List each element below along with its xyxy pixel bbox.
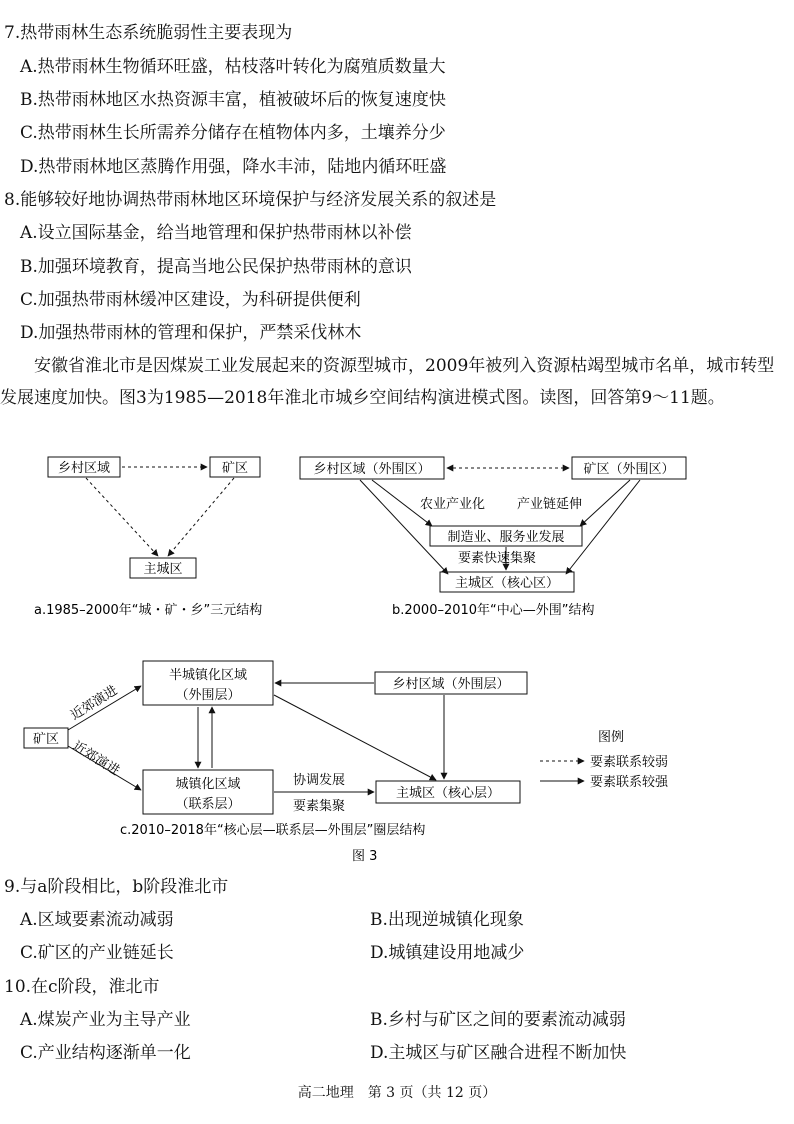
c-coord-label: 协调发展 [293, 773, 346, 788]
q8-option-a: A.设立国际基金，给当地管理和保护热带雨林以补偿 [20, 223, 412, 243]
c-caption: c.2010–2018年“核心层—联系层—外围层”圈层结构 [120, 823, 426, 838]
b-main-label: 主城区（核心区） [454, 576, 560, 591]
q8-option-b: B.加强环境教育，提高当地公民保护热带雨林的意识 [20, 257, 412, 277]
q8-option-c: C.加强热带雨林缓冲区建设，为科研提供便利 [20, 290, 361, 310]
q10-option-d: D.主城区与矿区融合进程不断加快 [370, 1043, 627, 1063]
diagram-c [24, 661, 527, 838]
c-near-label: 近郊演进 [68, 683, 121, 724]
q7-option-c: C.热带雨林生长所需养分储存在植物体内多，土壤养分少 [20, 123, 446, 143]
figure-3 [0, 448, 794, 868]
figure-label: 图 3 [352, 849, 378, 864]
c-semi-sublabel: （外围层） [175, 688, 241, 703]
c-mine-label: 矿区 [32, 732, 60, 747]
a-arrow-rural-main [86, 478, 158, 556]
q9-stem: 9.与a阶段相比，b阶段淮北市 [4, 877, 229, 897]
b-arrow-mine-main [566, 480, 640, 574]
q10-option-c: C.产业结构逐渐单一化 [20, 1043, 191, 1063]
q10-stem: 10.在c阶段，淮北市 [4, 977, 160, 997]
a-mine-label: 矿区 [221, 461, 249, 476]
c-main-label: 主城区（核心层） [395, 786, 501, 801]
c-urb-label: 城镇化区域 [175, 777, 241, 792]
a-rural-label: 乡村区域 [57, 461, 111, 476]
q7-option-d: D.热带雨林地区蒸腾作用强，降水丰沛，陆地内循环旺盛 [20, 157, 447, 177]
q10-option-b: B.乡村与矿区之间的要素流动减弱 [370, 1010, 626, 1030]
c-rural-label: 乡村区域（外围层） [392, 677, 510, 692]
b-label-gather: 要素快速集聚 [458, 551, 537, 566]
b-mine-label: 矿区（外围区） [583, 462, 675, 477]
b-rural-label: 乡村区域（外围区） [313, 462, 431, 477]
c-arrow-semi-main [274, 695, 436, 780]
b-mid-label: 制造业、服务业发展 [447, 530, 565, 545]
b-arrow-rural-main [360, 480, 448, 574]
legend-title: 图例 [598, 730, 625, 745]
legend [540, 730, 669, 790]
diagram-a [34, 457, 262, 618]
a-main-label: 主城区 [143, 562, 183, 577]
q10-option-a: A.煤炭产业为主导产业 [20, 1010, 191, 1030]
q7-stem: 7.热带雨林生态系统脆弱性主要表现为 [4, 23, 293, 43]
q7-option-a: A.热带雨林生物循环旺盛，枯枝落叶转化为腐殖质数量大 [20, 57, 446, 77]
a-caption: a.1985–2000年“城・矿・乡”三元结构 [34, 603, 263, 618]
q9-option-c: C.矿区的产业链延长 [20, 943, 174, 963]
q8-option-d: D.加强热带雨林的管理和保护，严禁采伐林木 [20, 323, 362, 343]
q9-option-b: B.出现逆城镇化现象 [370, 910, 524, 930]
page-footer: 高二地理 第 3 页（共 12 页） [297, 1085, 497, 1101]
diagram-b [300, 457, 686, 618]
a-arrow-mine-main [168, 478, 234, 556]
b-caption: b.2000–2010年“中心—外围”结构 [392, 603, 595, 618]
q9-option-a: A.区域要素流动减弱 [20, 910, 174, 930]
b-label-agri: 农业产业化 [420, 497, 486, 512]
intro-paragraph: 安徽省淮北市是因煤炭工业发展起来的资源型城市，2009年被列入资源枯竭型城市名单，城市转型发展速度加快。图3为1985—2018年淮北市城乡空间结构演进模式图。读图，回答第9～11题。 [0, 356, 775, 408]
legend-weak-label: 要素联系较弱 [590, 755, 669, 770]
c-urb-sublabel: （联系层） [175, 797, 241, 812]
q8-stem: 8.能够较好地协调热带雨林地区环境保护与经济发展关系的叙述是 [4, 190, 497, 210]
c-far-label: 近郊演进 [69, 738, 122, 779]
c-semi-label: 半城镇化区域 [168, 668, 248, 683]
q9-option-d: D.城镇建设用地减少 [370, 943, 525, 963]
c-gather-label: 要素集聚 [293, 799, 346, 814]
b-label-chain: 产业链延伸 [517, 497, 583, 512]
legend-strong-label: 要素联系较强 [590, 775, 669, 790]
q7-option-b: B.热带雨林地区水热资源丰富，植被破坏后的恢复速度快 [20, 90, 446, 110]
